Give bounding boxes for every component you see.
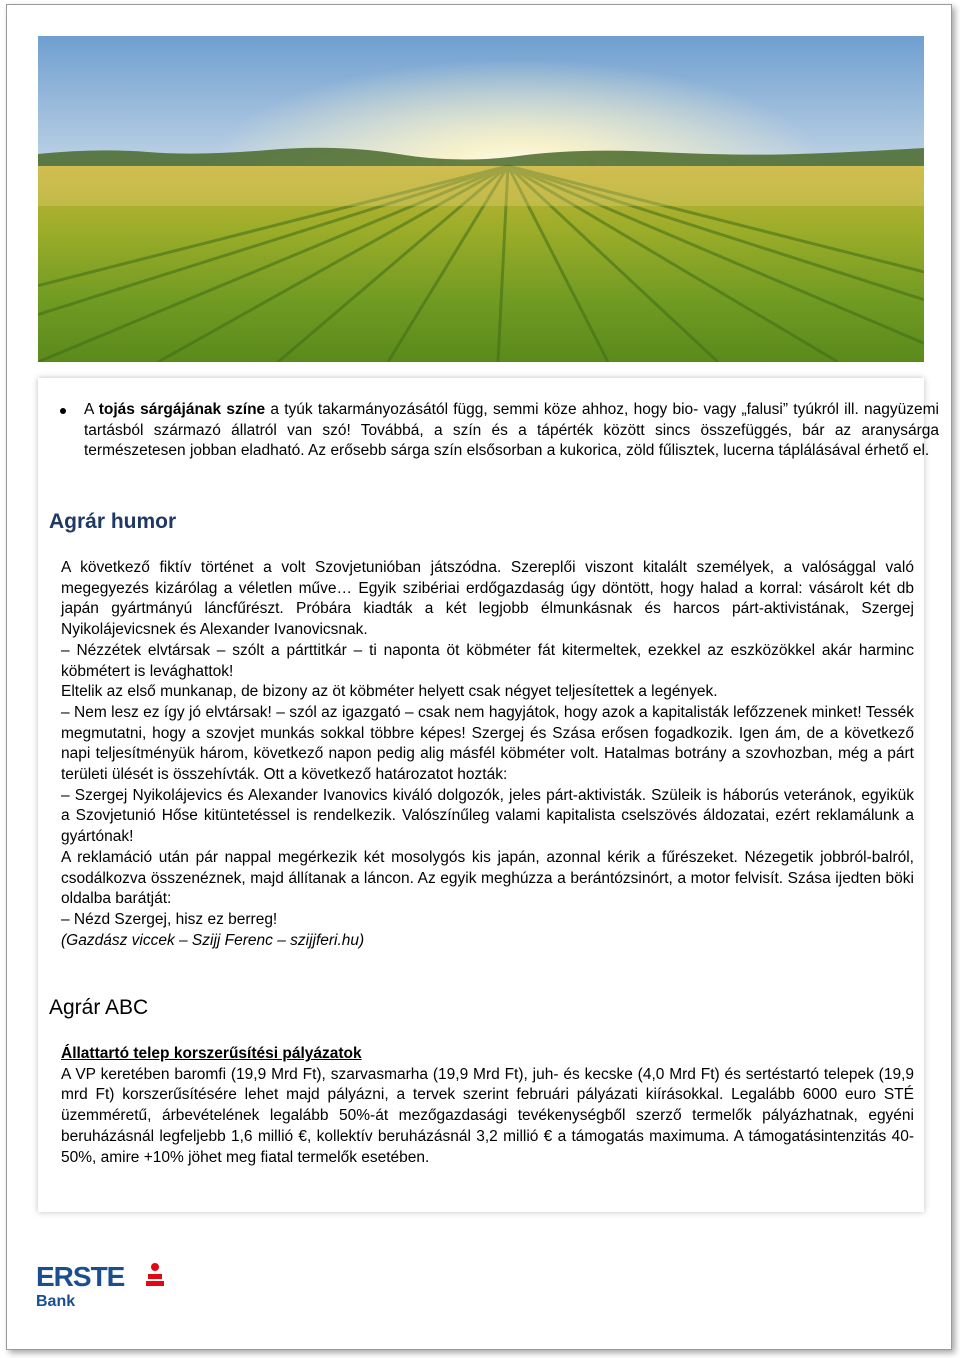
abc-subheading: Állattartó telep korszerűsítési pályázatok [61, 1045, 362, 1062]
humor-source: (Gazdász viccek – Szijj Ferenc – szijjferi.hu) [61, 931, 365, 949]
bullet-prefix: A [84, 401, 99, 418]
bullet-bold-phrase: tojás sárgájának színe [98, 401, 266, 418]
hero-image-wheat-field [38, 36, 924, 362]
humor-line: – Szergej Nyikolájevics és Alexander Ivanovics kiváló dolgozók, jeles párt-aktivisták. Szüleik is háborús veteránok, egyikük a Szovjetunió Hőse kitüntetéssel is rendelkezik. Valószínűleg valami kapitalista cselszövés áldozatai, ezért reklamálunk a gyártónak! [61, 786, 914, 846]
bullet-text: a tyúk takarmányozásától függ, semmi köze ahhoz, hogy bio- vagy „falusi” tyúkról ill. nagyüzemi tartásból származó állatról van szó! Továbbá, a szín és a tápérték között sincs összefüggés, bár az aranysárga természetesen jobban eladható. Az erősebb sárga szín elsősorban a kukorica, zöld fűlisztek, lucerna táplálásával érhető el. [84, 401, 939, 460]
humor-line: A következő fiktív történet a volt Szovjetunióban játszódna. Szereplői viszont kitalált személyek, a valósággal való megegyezés kizárólag a véletlen műve… Egyik szibériai erdőgazdaság úgy döntött, hogy halad a korral: vásárolt két db japán gyártmányú láncfűrészt. Próbára kiadták a két legjobb élmunkásnak és harcos párt-aktivistának, Szergej Nyikolájevicsnek és Alexander Ivanovicsnak. [61, 559, 914, 639]
agrar-humor-heading: Agrár humor [49, 510, 177, 533]
humor-line: – Nézzétek elvtársak – szólt a párttitkár – ti naponta öt köbméter fát kitermeltek, ezekkel az eszközökkel akár harminc köbmétert is levághattok! [61, 641, 914, 680]
humor-line: Eltelik az első munkanap, de bizony az öt köbméter helyett csak négyet teljesítettek a legények. [61, 683, 718, 701]
bullet-dot-icon [60, 408, 66, 414]
humor-line: A reklamáció után pár nappal megérkezik két mosolygós kis japán, azonnal kérik a fűrészeket. Nézegetik jobbról-balról, csodálkozva összenéznek, majd állítanak a láncon. Az egyik meghúzza a berántózsinórt, a motor felvisít. Szása ijedten böki oldalba barátját: [61, 848, 914, 908]
logo-sub: Bank [36, 1293, 76, 1310]
agrar-abc-heading: Agrár ABC [49, 996, 149, 1019]
humor-line: – Nézd Szergej, hisz ez berreg! [61, 910, 278, 928]
erste-bank-logo [36, 1260, 166, 1320]
abc-section [61, 1044, 914, 1168]
abc-paragraph: A VP keretében baromfi (19,9 Mrd Ft), szarvasmarha (19,9 Mrd Ft), juh- és kecske (4,0 Mrd Ft) és sertéstartó telepek (19,9 mrd Ft) korszerűsítésére lehet majd pályázni, a tervek szerint februári pályázati kiírásokkal. Legalább 6000 euro STÉ üzemméretű, árbevételének legalább 50%-át mezőgazdasági tevékenységből szerző termelők pályázhatnak, egyéni beruházásnál legfeljebb 1,6 millió €, kollektív beruházásnál 3,2 millió € a támogatás maximuma. A támogatásintenzitás 40-50%, amire +10% jöhet meg fiatal termelők esetében. [61, 1065, 914, 1166]
egg-yolk-bullet [60, 400, 939, 462]
logo-name: ERSTE [36, 1261, 125, 1292]
humor-line: – Nem lesz ez így jó elvtársak! – szól az igazgató – csak nem hagyjátok, hogy azok a kapitalisták lefőzzenek minket! Tessék megmutatni, hogy a szovjet munkás sokkal többre képes! Szergej és Szása erősen fogadkozik. Igen ám, de a következő napi teljesítményük három, következő napon pedig alig másfél köbméter volt. Hatalmas botrány a szovhozban, még a párt területi ülését is összehívták. Ott a következő határozatot hozták: [61, 703, 914, 784]
humor-story [61, 558, 914, 951]
